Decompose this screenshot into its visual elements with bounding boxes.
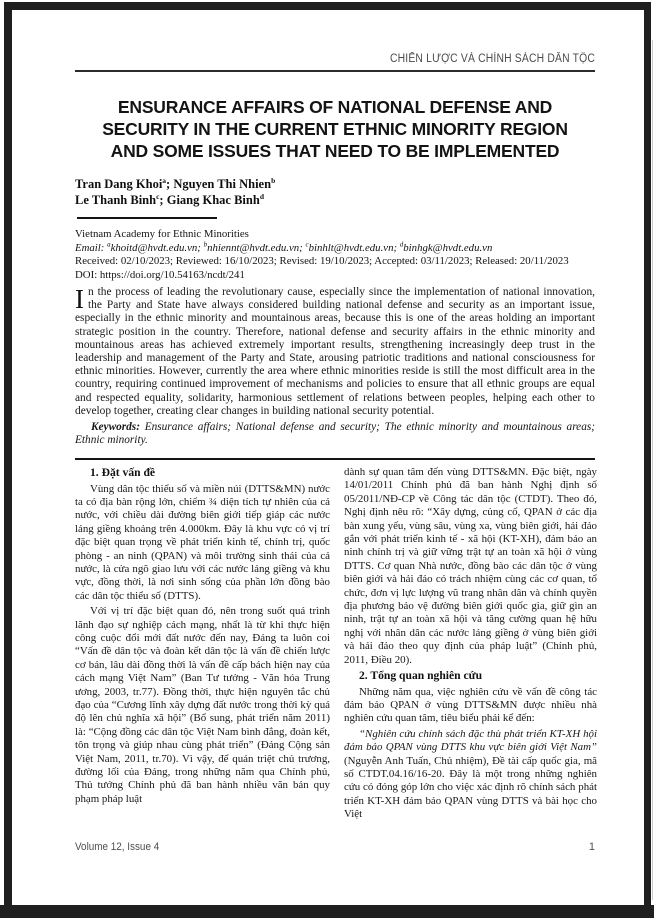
body-column-right: [344, 464, 597, 822]
article-title-line-2: SECURITY IN THE CURRENT ETHNIC MINORITY REGION: [102, 119, 568, 139]
review-dates: Received: 02/10/2023; Reviewed: 16/10/2023; Revised: 19/10/2023; Accepted: 03/11/2023; Released: 20/11/2023: [75, 255, 569, 268]
page-footer: [75, 841, 595, 853]
affiliation: Vietnam Academy for Ethnic Minorities: [75, 228, 249, 240]
body-paragraph: “Nghiên cứu chính sách đặc thù phát triển KT-XH hội đảm bảo QPAN vùng DTTS khu vực biên giới Việt Nam” (Nguyễn Anh Tuấn, Chủ nhiệm), Đề tài cấp quốc gia, mã số CTDT.04.16/16-20. Đây là một trong những nghiên cứu có đóng góp lớn cho việc xác định rõ chính sách phát triển KT-XH đảm bảo QPAN vùng DTTS và bài học cho Việt: [344, 727, 597, 821]
email-line: Email: $^a$khoitd@hvdt.edu.vn; $^b$nhiennt@hvdt.edu.vn; $^c$binhlt@hvdt.edu.vn; $^d$binhgk@hvdt.edu.vn: [75, 240, 493, 254]
author-affil-mark: d: [259, 191, 264, 201]
journal-running-head: CHIẾN LƯỢC VÀ CHÍNH SÁCH DÂN TỘC: [389, 53, 595, 65]
keywords-line: Keywords: Ensurance affairs; National defense and security; The ethnic minority and mountainous areas; Ethnic minority.: [75, 421, 595, 447]
keywords-label: Keywords:: [91, 421, 140, 434]
author-list: [75, 177, 275, 208]
section-heading: 1. Đặt vấn đề: [90, 466, 156, 479]
article-body: [75, 464, 597, 822]
doi-line: DOI: https://doi.org/10.54163/ncdt/241: [75, 268, 245, 281]
section-heading: 2. Tổng quan nghiên cứu: [359, 669, 483, 683]
body-paragraph: Vùng dân tộc thiểu số và miền núi (DTTS&MN) nước ta có địa bàn rộng lớn, chiếm ¾ diện tích tự nhiên của cả nước, với chiều dài đường biên giới tiếp giáp các nước láng giềng khoảng trên 4.000km. Đây là khu vực có vị trí đặc biệt quan trọng về phát triển kinh tế, chính trị, quốc phòng - an ninh (QPAN) và môi trường sinh thái của cả nước, là cửa ngõ giao lưu với các nước láng giềng và khu vực, đồng thời, là nơi sinh sống của phần lớn đồng bào các dân tộc thiểu số (DTTS).: [75, 482, 330, 602]
author-footnote-rule: [77, 217, 217, 219]
footer-volume-issue: Volume 12, Issue 4: [75, 841, 160, 853]
footer-page-number: 1: [588, 841, 595, 853]
body-paragraph: Với vị trí đặc biệt quan đó, nên trong suốt quá trình lãnh đạo sự nghiệp cách mạng, nhất là từ khi thực hiện công cuộc đổi mới đất nước đến nay, Đảng ta luôn coi “Vấn đề dân tộc và đoàn kết dân tộc là vấn đề chiến lược cơ bản, lâu dài đồng thời là vấn đề cấp bách hiện nay của cách mạng Việt Nam” (Ban Tư tưởng - Văn hóa Trung ương, 2003, tr.77). Đồng thời, thực hiện nguyên tắc chủ đạo của “Cương lĩnh xây dựng đất nước trong thời kỳ quá độ lên chủ nghĩa xã hội” (Bổ sung, phát triển năm 2011) là: “Cộng đồng các dân tộc Việt Nam bình đẳng, đoàn kết, tôn trọng và giúp nhau cùng phát triển” (Đảng Cộng sản Việt Nam, 2011, tr.70). Vì vậy, để quán triệt chủ trương, đường lối của Đảng, trong những năm qua Chính phủ, Thủ tướng Chính phủ đã ban hành nhiều văn bản quy phạm pháp luật: [75, 605, 330, 805]
article-title: [45, 96, 625, 162]
body-paragraph: dành sự quan tâm đến vùng DTTS&MN. Đặc biệt, ngày 14/01/2011 Chính phủ đã ban hành Nghị định số 05/2011/NĐ-CP về Công tác dân tộc (CTDT). Theo đó, Nghị định nêu rõ: “Xây dựng, củng cố, QPAN ở các địa bàn xung yếu, vùng sâu, vùng xa, vùng biên giới, hải đảo gắn với phát triển kinh tế - xã hội (KT-XH), đảm bảo an ninh chính trị và giữ vững trật tự an toàn xã hội ở vùng DTTS. Cơ quan Nhà nước, đồng bào các dân tộc ở vùng biên giới và hải đảo có trách nhiệm cùng các cơ quan, tổ chức, đơn vị lực lượng vũ trang nhân dân và chính quyền địa phương bảo vệ đường biên giới quốc gia, giữ gìn an ninh, trật tự an toàn xã hội và tăng cường quan hệ hữu nghị với nhân dân các nước láng giềng ở vùng biên giới và hải đảo theo quy định của pháp luật” (Chính phủ, 2011, Điều 20).: [344, 466, 597, 666]
body-column-left: [75, 464, 330, 822]
scan-edge-line: [652, 40, 653, 900]
scan-border-bottom: [0, 905, 654, 918]
author-line-2: Le Thanh Binh$^c$; Giang Khac Binh$^d$: [75, 191, 264, 207]
abstract-dropcap: I: [75, 284, 84, 314]
header-rule: [75, 70, 595, 72]
author-affil-mark: b: [271, 175, 276, 185]
author-affil-mark: a: [162, 175, 167, 185]
scan-border-right: [644, 2, 651, 908]
article-title-line-1: ENSURANCE AFFAIRS OF NATIONAL DEFENSE AND: [117, 97, 553, 117]
affiliation-block: [75, 228, 615, 282]
abstract-paragraph: In the process of leading the revolutionary cause, especially since the implementation of national innovation, the Party and State have always considered building national defense and security as an important issue, especially in the ethnic minority and mountainous areas, because this is one of the areas holding an important strategic position in the country. Therefore, national defense and security affairs in the ethnic minority and mountainous areas has achieved extremely important results, strengthening increasingly deep trust in the leadership and management of the Party and State, arousing patriotic traditions and national consciousness for ethnic minorities. However, currently the area where ethnic minorities reside is still the most difficult area in the country, requiring continued improvement of mechanisms and policies to ensure that all ethnic groups are equal and respected equality, solidarity, harmonious settlement of relations between peoples, helping each other to develop together, creating clear changes in building national security potential.: [75, 284, 595, 417]
abstract-body-divider-rule: [75, 458, 595, 460]
author-affil-mark: c: [156, 191, 160, 201]
scan-border-top: [4, 2, 651, 10]
body-paragraph: Những năm qua, việc nghiên cứu về vấn đề công tác đảm bảo QPAN ở vùng DTTS&MN được nhiều nhà nghiên cứu quan tâm, tiêu biểu phải kể đến:: [344, 685, 597, 725]
abstract-section: [75, 286, 595, 448]
author-line-1: Tran Dang Khoi$^a$; Nguyen Thi Nhien$^b$: [75, 175, 276, 191]
scan-border-left: [4, 2, 12, 911]
article-title-line-3: AND SOME ISSUES THAT NEED TO BE IMPLEMENTED: [110, 141, 560, 161]
